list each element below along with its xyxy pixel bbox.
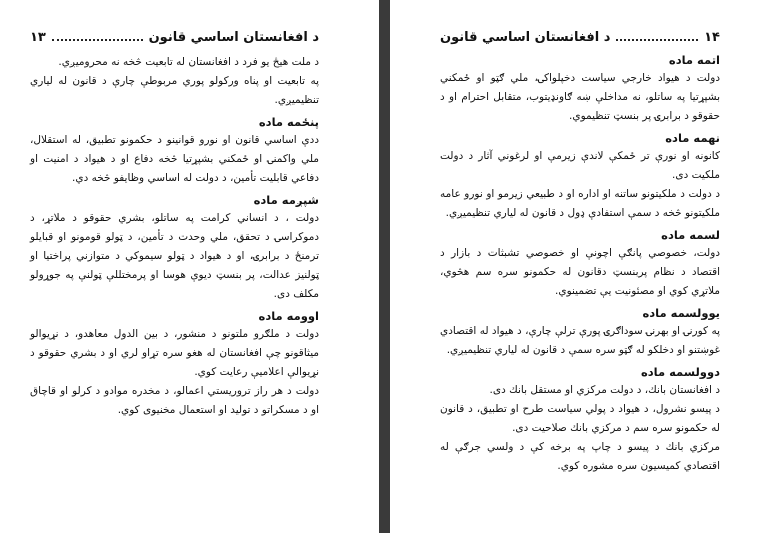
paragraph: ددې اساسي قانون او نورو قوانينو د حكمونو تطبيق، له استقلال، ملي واكمنۍ او ځمكني بشپړتيا څخه دفاع او د هيواد د امنيت او دفاعي قابليت تأمين، د دولت له اساسي وظايفو څخه دي. [30,134,319,184]
paragraph: په تابعيت او پناه وركولو پوري مربوطې چارې د قانون له لياري تنظيميږي. [30,75,319,106]
article-title: نهمه ماده [665,131,720,145]
paragraph: دولت د هيواد خارجي سياست دخپلواكۍ، ملي ګټو او ځمكني بشپړتيا په ساتلو، نه مداخلې ښه ګاونډيتوب، متقابل احترام او د حقوقو د برابرۍ پر بنسټ تنظيموي. [440,72,720,122]
paragraph: مركزي بانك د پيسو د چاپ په برخه كې د ولسي جرګې له اقتصادي كميسيون سره مشوره كوي. [440,441,720,472]
left-page-header [30,30,319,45]
article-title: شپږمه ماده [253,193,319,207]
left-page-title: د افغانستان اساسي قانون [148,30,319,45]
article-title: يوولسمه ماده [642,306,720,320]
paragraph: دولت ، د انساني كرامت په ساتلو، بشري حقوقو د ملاتړ، د دموكراسۍ د تحقق، ملي وحدت د تأمين، د ټولو قومونو او قبايلو ترمنځ د برابرۍ، او د هيواد د ټولو سيموكي د متوازني پراختيا او ټولنيز عدالت، پر بنسټ ديوې هوسا او پرمختللې ټولنې په جوړولو مكلف دی. [30,212,319,300]
paragraph: د افغانستان بانك، د دولت مركزي او مستقل بانك دی. [489,384,720,396]
right-page-title: د افغانستان اساسي قانون [440,30,611,45]
right-page [390,0,768,533]
paragraph: د دولت د ملكيتونو ساتنه او اداره او د طبيعي زيرمو او نورو عامه ملكيتونو څخه د سمې استفادې ډول د قانون له لياري تنظيميږي. [440,188,720,219]
paragraph: په كورنۍ او بهرنۍ سوداګرۍ پورې ترلې چارې، د هيواد له اقتصادي غوښتنو او دخلكو له ګټو سره سمې د قانون له لياري تنظيميږي. [440,325,720,356]
article-title: پنځمه ماده [258,115,319,129]
paragraph: دولت د ملګرو ملتونو د منشور، د بين الدول معاهدو، د نړيوالو ميثاقونو چې افغانستان له هغو سره تړاو لري او د بشري حقوقو د نړيوالې اعلاميې رعايت كوي. [30,328,319,378]
article-title: لسمه ماده [661,228,720,242]
right-page-number: ۱۴ [704,30,720,45]
right-page-header [440,30,720,45]
paragraph: كانونه او نورې تر ځمكې لاندې زيرمې او لرغوني آثار د دولت ملكيت دی. [440,150,720,181]
left-page [0,0,379,533]
article-title: اوومه ماده [258,309,319,323]
header-dotted-leader [52,39,143,41]
header-dotted-leader [616,39,698,41]
paragraph: دولت د هر راز تروريستي اعمالو، د مخدره موادو د كرلو او قاچاق او د مسكراتو د توليد او استعمال مخنيوى كوي. [30,385,319,416]
article-title: دوولسمه ماده [640,365,720,379]
book-spine [379,0,390,533]
article-title: اتمه ماده [668,53,720,67]
paragraph: د ملت هيڅ يو فرد د افغانستان له تابعيت څخه نه محروميږي. [58,56,319,68]
paragraph: د پيسو نشرول، د هيواد د پولي سياست طرح او تطبيق، د قانون له حكمونو سره سم د مركزي بانك صلاحيت دی. [440,403,720,434]
paragraph: دولت، خصوصي پانګې اچونې او خصوصي تشبثات د بازار د اقتصاد د نظام پربنسټ دقانون له حكمونو سره سم هڅوي، ملاتړي كوي او مصئونيت يې تضمينوي. [440,247,720,297]
left-page-number: ۱۳ [30,30,46,45]
